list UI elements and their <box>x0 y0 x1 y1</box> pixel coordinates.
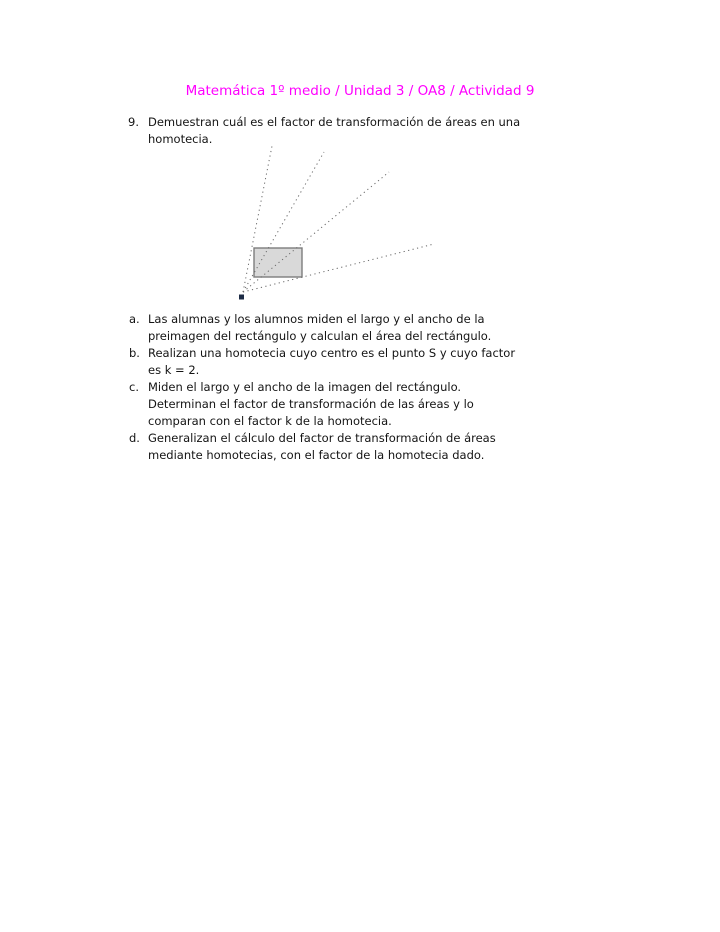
point-s-marker <box>239 295 244 300</box>
page-title: Matemática 1º medio / Unidad 3 / OA8 / Actividad 9 <box>185 83 535 99</box>
list-text-line: mediante homotecias, con el factor de la homotecia dado. <box>148 448 485 462</box>
list-item-marker: d. <box>129 431 140 445</box>
homothety-ray-3 <box>243 172 389 292</box>
list-text-line: Generalizan el cálculo del factor de transformación de áreas <box>148 431 496 445</box>
list-text-line: preimagen del rectángulo y calculan el área del rectángulo. <box>148 329 492 343</box>
list-item-a <box>129 311 515 345</box>
list-item-c <box>129 379 515 430</box>
activity-text-line-2: homotecia. <box>148 132 213 146</box>
list-text-line: es k = 2. <box>148 363 200 377</box>
list-item-marker: c. <box>129 380 139 394</box>
list-item-marker: a. <box>129 312 140 326</box>
preimage-rectangle <box>254 248 302 277</box>
steps-list <box>129 311 515 464</box>
list-item-text <box>148 379 474 430</box>
activity-text-line-1: Demuestran cuál es el factor de transformación de áreas en una <box>148 115 521 129</box>
list-item-text <box>148 345 515 379</box>
list-text-line: comparan con el factor k de la homotecia. <box>148 414 392 428</box>
list-item-text <box>148 311 491 345</box>
list-text-line: Determinan el factor de transformación de las áreas y lo <box>148 397 474 411</box>
list-text-line: Miden el largo y el ancho de la imagen del rectángulo. <box>148 380 462 394</box>
list-item-b <box>129 345 515 379</box>
list-item-d <box>129 430 515 464</box>
list-text-line: Las alumnas y los alumnos miden el largo y el ancho de la <box>148 312 485 326</box>
list-item-marker: b. <box>129 346 140 360</box>
activity-item-number: 9. <box>128 115 139 129</box>
list-text-line: Realizan una homotecia cuyo centro es el punto S y cuyo factor <box>148 346 516 360</box>
list-item-text <box>148 430 496 464</box>
homothety-figure <box>228 138 442 306</box>
